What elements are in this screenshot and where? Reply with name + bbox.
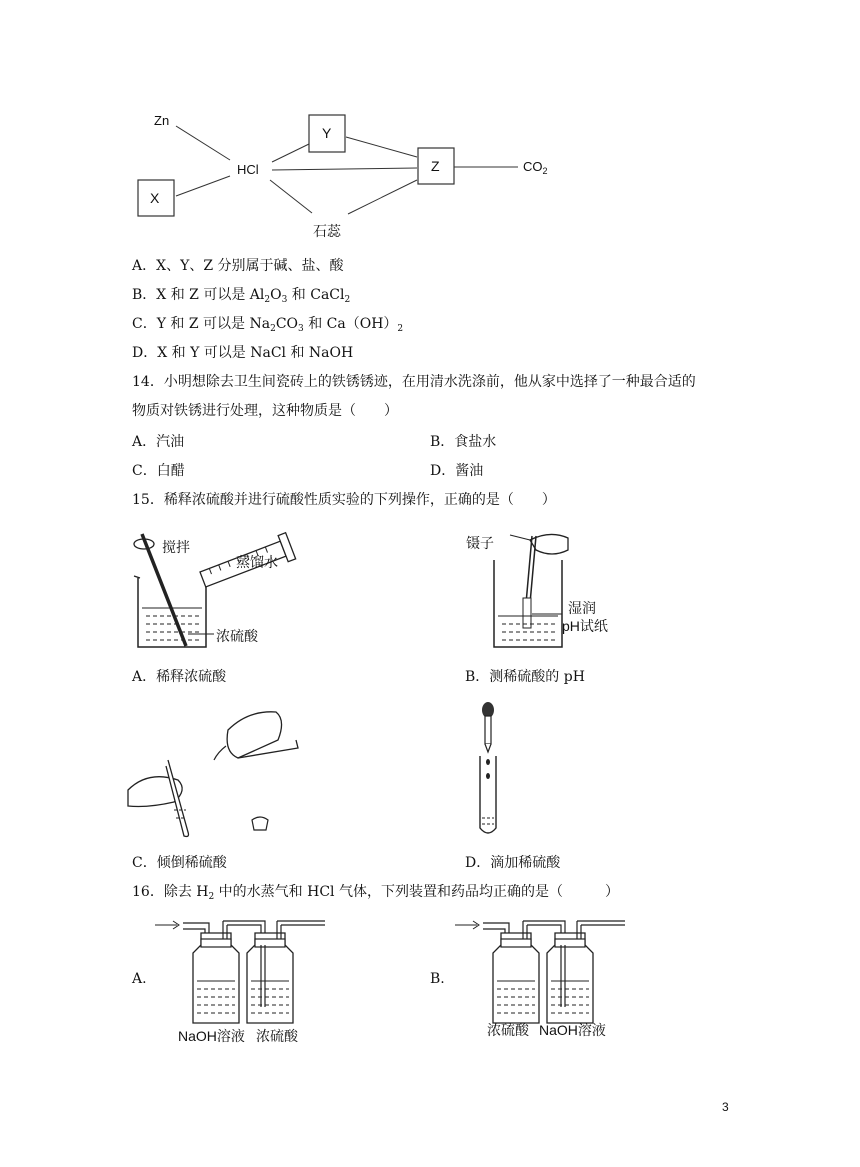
q13-c-sub1: 2 — [270, 324, 276, 334]
fig-a-acid-label: 浓硫酸 — [216, 628, 258, 644]
q13-c-post: 和 Ca（OH） — [303, 316, 398, 332]
diagram-node-zn: Zn — [154, 113, 170, 128]
q16-stem-sub: 2 — [208, 892, 215, 902]
q16-a-left-label: NaOH溶液 — [178, 1028, 245, 1044]
q13-b-mid: O — [270, 287, 282, 303]
q15-option-c: C．倾倒稀硫酸 — [132, 855, 227, 871]
fig-a-acid-pointer — [188, 630, 228, 640]
q13-c-pre: C．Y 和 Z 可以是 Na — [132, 316, 271, 332]
q14-option-b: B．食盐水 — [430, 434, 497, 450]
pouring-figure — [128, 700, 308, 840]
q16-b-left-label: 浓硫酸 — [487, 1022, 529, 1038]
diagram-node-litmus: 石蕊 — [313, 223, 341, 239]
fig-b-ph-label: pH试纸 — [562, 618, 608, 634]
q16-option-b-label: B. — [430, 971, 445, 987]
q14-stem-line2: 物质对铁锈进行处理，这种物质是（ ） — [132, 403, 398, 419]
q13-option-b — [132, 286, 350, 304]
q13-option-a: A．X、Y、Z 分别属于碱、盐、酸 — [132, 258, 344, 274]
page-number: 3 — [722, 1100, 729, 1114]
q15-option-a: A．稀释浓硫酸 — [132, 669, 227, 685]
q13-option-c — [132, 315, 403, 333]
fig-a-water-label: 蒸馏水 — [236, 554, 278, 570]
fig-a-stir-label: 搅拌 — [162, 539, 190, 555]
diagram-node-x: X — [150, 190, 160, 206]
co2-sub: 2 — [542, 166, 548, 176]
q16-stem — [132, 883, 619, 901]
q14-option-c: C．白醋 — [132, 463, 185, 479]
diagram-lines — [0, 0, 860, 260]
ph-test-figure — [490, 530, 650, 660]
fig-b-tweezers-label: 镊子 — [466, 535, 494, 551]
q13-b-pre: B．X 和 Z 可以是 Al — [132, 287, 265, 303]
dropper-figure — [468, 700, 508, 840]
q16-a-right-label: 浓硫酸 — [256, 1028, 298, 1044]
q16-stem-pre: 16．除去 H — [132, 884, 209, 900]
q15-stem: 15．稀释浓硫酸并进行硫酸性质实验的下列操作，正确的是（ ） — [132, 492, 556, 508]
q15-option-b: B．测稀硫酸的 pH — [465, 669, 585, 685]
diagram-node-co2 — [523, 159, 548, 174]
q13-b-sub2: 3 — [281, 295, 288, 305]
q13-c-mid: CO — [275, 316, 299, 332]
q16-b-right-label: NaOH溶液 — [539, 1022, 606, 1038]
gas-bottles-a — [155, 915, 325, 1025]
q13-option-d: D．X 和 Y 可以是 NaCl 和 NaOH — [132, 345, 354, 361]
diagram-node-y: Y — [322, 125, 332, 141]
q13-c-sub2: 3 — [298, 324, 304, 334]
diagram-node-hcl: HCl — [237, 162, 259, 177]
fig-b-wet-label: 湿润 — [568, 600, 596, 616]
q13-b-sub3: 2 — [344, 295, 351, 305]
q13-b-sub1: 2 — [264, 295, 271, 305]
q14-stem-line1: 14．小明想除去卫生间瓷砖上的铁锈锈迹，在用清水洗涤前，他从家中选择了一种最合适的 — [132, 374, 696, 390]
q15-option-d: D．滴加稀硫酸 — [465, 855, 561, 871]
q13-c-sub3: 2 — [397, 324, 404, 334]
q14-option-a: A．汽油 — [132, 434, 185, 450]
gas-bottles-b — [455, 915, 625, 1025]
q13-b-mid2: 和 CaCl — [287, 287, 345, 303]
diagram-node-z: Z — [431, 158, 440, 174]
co2-base: CO — [523, 159, 543, 174]
q14-option-d: D．酱油 — [430, 463, 484, 479]
q16-option-a-label: A. — [132, 971, 147, 987]
q16-stem-post: 中的水蒸气和 HCl 气体，下列装置和药品均正确的是（ ） — [214, 884, 619, 900]
